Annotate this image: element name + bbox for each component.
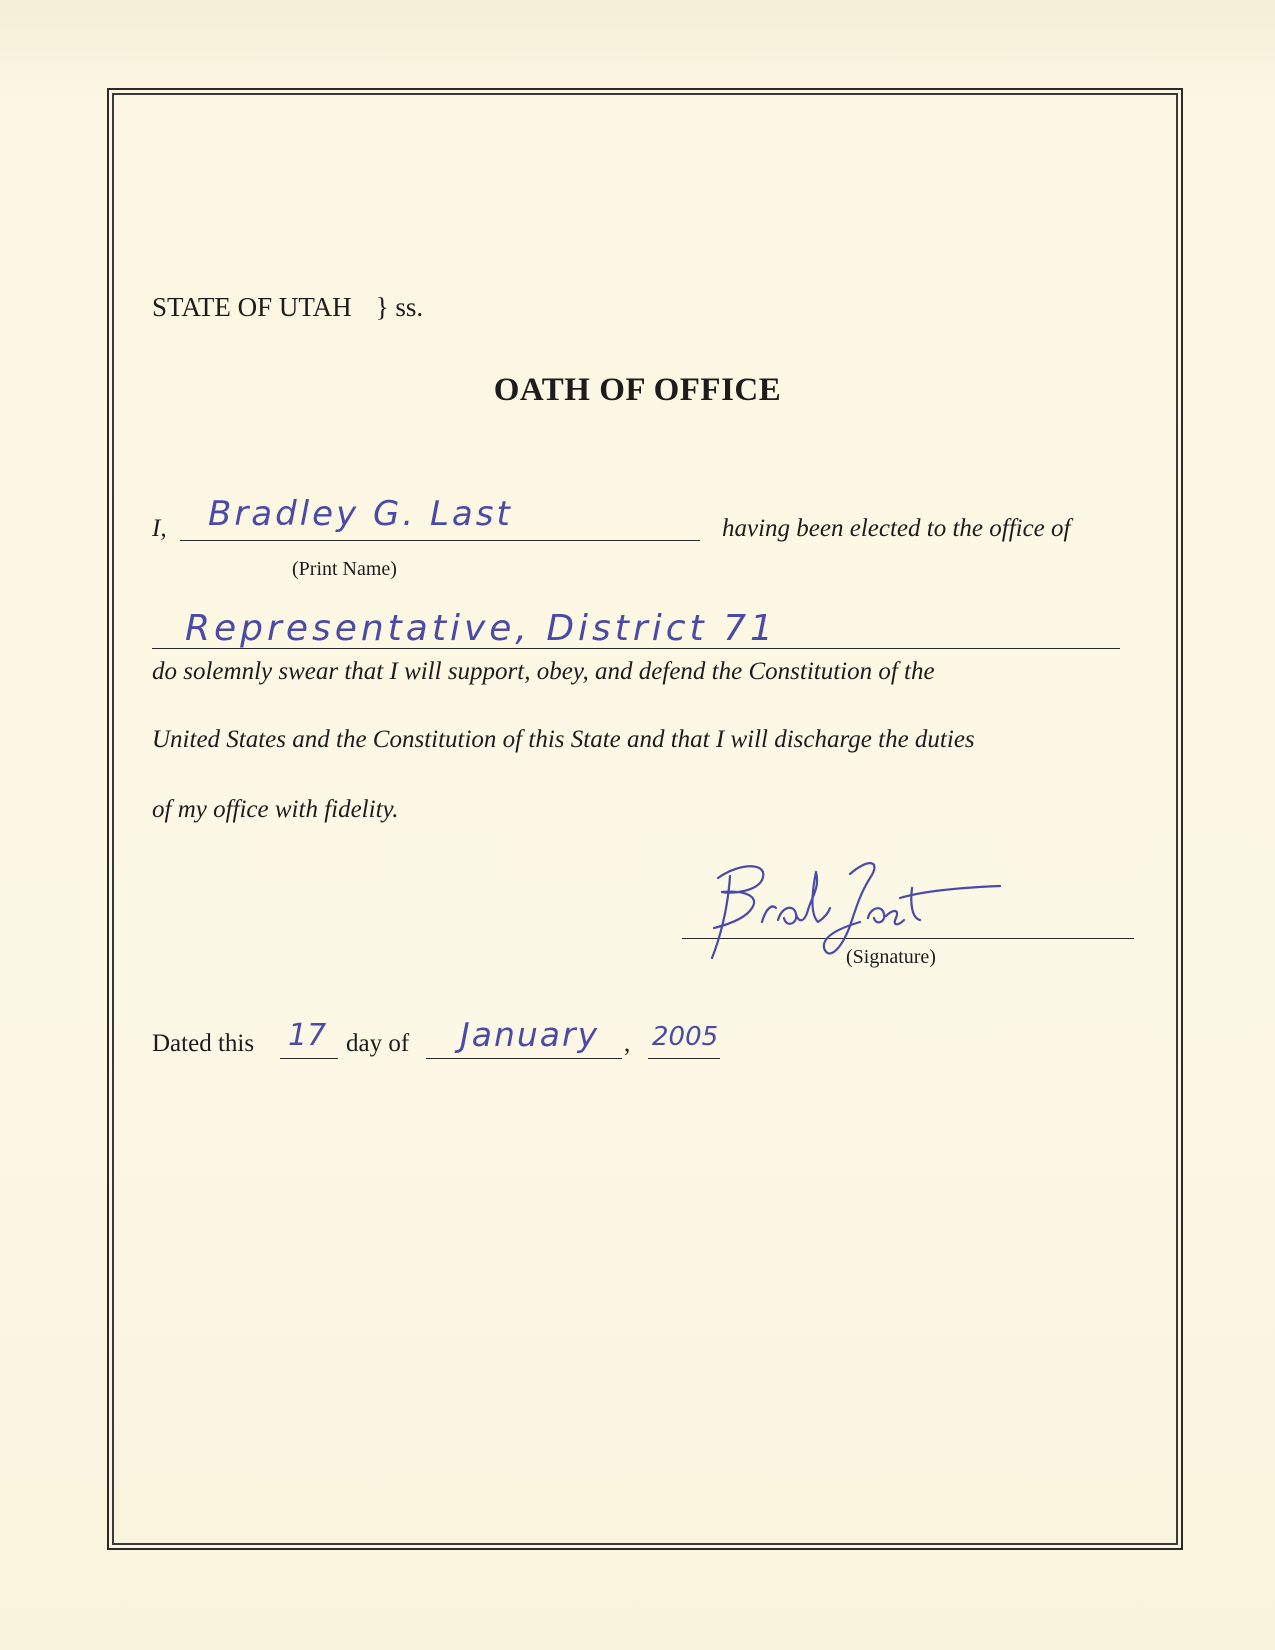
elected-text: having been elected to the office of	[722, 515, 1071, 542]
oath-line-2: United States and the Constitution of this State and that I will discharge the duties	[152, 726, 975, 753]
month-field[interactable]: January	[460, 1015, 600, 1054]
ss-label: } ss.	[375, 292, 424, 322]
year-underline	[648, 1058, 720, 1059]
office-field[interactable]: Representative, District 71	[185, 608, 777, 649]
print-name-caption: (Print Name)	[292, 558, 397, 580]
year-field[interactable]: 2005	[652, 1022, 719, 1052]
name-underline	[180, 540, 700, 541]
document-title: OATH OF OFFICE	[493, 372, 782, 408]
state-header	[152, 292, 423, 323]
oath-line-1: do solemnly swear that I will support, obey, and defend the Constitution of the	[152, 658, 935, 685]
oath-line-3: of my office with fidelity.	[152, 796, 399, 823]
month-underline	[426, 1058, 622, 1059]
day-of-label: day of	[346, 1030, 410, 1057]
state-label: STATE OF UTAH	[152, 292, 352, 322]
comma: ,	[624, 1030, 631, 1057]
intro-prefix: I,	[152, 515, 167, 542]
dated-prefix: Dated this	[152, 1030, 255, 1057]
printed-name-field[interactable]: Bradley G. Last	[208, 494, 513, 534]
day-underline	[280, 1058, 338, 1059]
signature-caption: (Signature)	[846, 946, 936, 968]
day-field[interactable]: 17	[288, 1018, 327, 1053]
dated-line	[152, 1030, 254, 1058]
